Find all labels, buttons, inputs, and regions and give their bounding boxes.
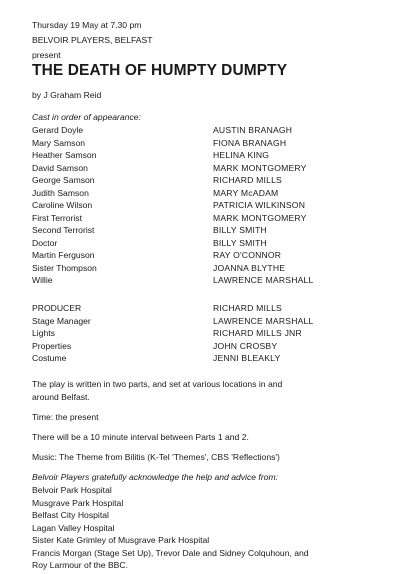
acknowledgement-item: Lagan Valley Hospital [32,522,115,533]
cast-row [32,149,392,161]
acknowledgement-item: Belvoir Park Hospital [32,485,112,495]
interval-note: There will be a 10 minute interval between Parts 1 and 2. [32,432,249,442]
cast-row [32,199,392,211]
crew-member: RICHARD MILLS [213,303,282,313]
crew-member: JENNI BLEAKLY [213,353,281,363]
actor-name: LAWRENCE MARSHALL [213,275,314,285]
crew-row [32,327,392,339]
acknowledgements-heading: Belvoir Players gratefully acknowledge the help and advice from: [32,472,279,482]
role-name: Second Terrorist [32,225,95,235]
cast-row [32,274,392,286]
role-name: Doctor [32,237,58,248]
cast-row [32,249,392,261]
acknowledgement-item: Francis Morgan (Stage Set Up), Trevor Dale and Sidney Colquhoun, and [32,547,309,558]
actor-name: FIONA BRANAGH [213,137,287,148]
cast-row [32,187,392,199]
actor-name: JOANNA BLYTHE [213,262,286,273]
role-name: Caroline Wilson [32,200,93,210]
actor-name: RAY O'CONNOR [213,250,282,260]
cast-row [32,237,392,249]
actor-name: RICHARD MILLS [213,175,282,185]
role-name: Willie [32,275,53,285]
cast-row [32,224,392,236]
crew-role: Lights [32,328,55,338]
crew-role: PRODUCER [32,303,82,313]
acknowledgement-item: Sister Kate Grimley of Musgrave Park Hospital [32,535,210,545]
time-setting: Time: the present [32,412,99,422]
role-name: Mary Samson [32,137,86,148]
actor-name: HELINA KING [213,150,270,160]
role-name: Sister Thompson [32,262,97,273]
play-description-line1: The play is written in two parts, and set at various locations in and [32,379,283,389]
role-name: Judith Samson [32,187,89,198]
acknowledgement-item: Musgrave Park Hospital [32,497,124,508]
actor-name: MARK MONTGOMERY [213,162,307,173]
crew-role: Stage Manager [32,315,91,326]
role-name: George Samson [32,175,95,185]
play-title: THE DEATH OF HUMPTY DUMPTY [32,62,288,79]
role-name: David Samson [32,162,88,173]
cast-row [32,174,392,186]
play-description-line2: around Belfast. [32,392,90,402]
acknowledgement-item: Belfast City Hospital [32,510,109,520]
crew-member: LAWRENCE MARSHALL [213,315,314,326]
crew-member: JOHN CROSBY [213,340,278,351]
crew-row [32,302,392,314]
actor-name: MARK MONTGOMERY [213,212,307,223]
crew-role: Costume [32,353,67,363]
present-label: present [32,50,61,60]
acknowledgement-item: Roy Larmour of the BBC. [32,560,129,570]
author-line: by J Graham Reid [32,90,102,100]
cast-row [32,124,392,136]
crew-role: Properties [32,340,72,351]
actor-name: BILLY SMITH [213,225,267,235]
cast-row [32,262,392,274]
actor-name: AUSTIN BRANAGH [213,125,293,135]
music-note: Music: The Theme from Bilitis (K-Tel 'Themes', CBS 'Reflections') [32,452,280,462]
crew-row [32,352,392,364]
crew-member: RICHARD MILLS JNR [213,328,302,338]
performance-date: Thursday 19 May at 7.30 pm [32,20,142,30]
actor-name: MARY McADAM [213,187,279,198]
crew-row [32,315,392,327]
role-name: Martin Ferguson [32,250,95,260]
crew-row [32,340,392,352]
cast-heading: Cast in order of appearance: [32,112,141,122]
role-name: Gerard Doyle [32,125,84,135]
cast-row [32,162,392,174]
actor-name: PATRICIA WILKINSON [213,200,306,210]
actor-name: BILLY SMITH [213,237,267,248]
cast-row [32,137,392,149]
company-name: BELVOIR PLAYERS, BELFAST [32,35,153,45]
cast-row [32,212,392,224]
role-name: Heather Samson [32,150,97,160]
role-name: First Terrorist [32,212,82,223]
